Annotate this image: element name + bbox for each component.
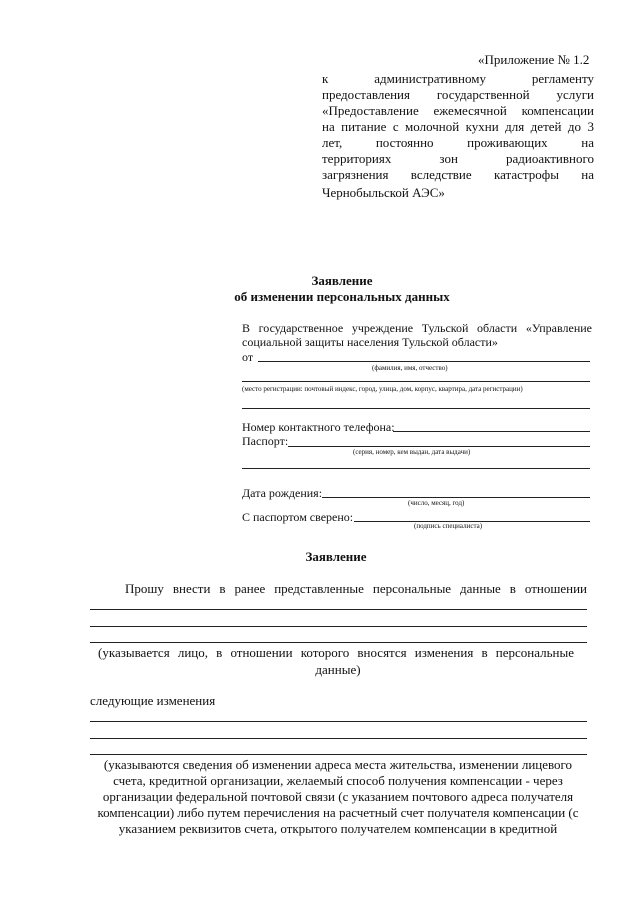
person-hint: (указывается лицо, в отношении которого вносятся изменения в персональные: [98, 645, 574, 660]
addressee-line: социальной защиты населения Тульской области»: [242, 335, 498, 349]
appendix-line: загрязнения вследствие катастрофы на: [322, 167, 594, 182]
appendix-line: предоставления государственной услуги: [322, 87, 594, 102]
document-subtitle: об изменении персональных данных: [234, 289, 450, 304]
birth-date-field[interactable]: [322, 497, 590, 498]
person-hint-continued: данные): [315, 662, 361, 677]
changes-hint: счета, кредитной организации, желаемый способ получения компенсации - через: [113, 773, 563, 788]
addressee-line: В государственное учреждение Тульской области «Управление: [242, 321, 592, 335]
changes-field-line-2[interactable]: [90, 738, 587, 739]
changes-field-line-3[interactable]: [90, 754, 587, 755]
fio-field[interactable]: [258, 361, 590, 362]
appendix-line: территориях зон радиоактивного: [322, 151, 594, 166]
appendix-line: «Предоставление ежемесячной компенсации: [322, 103, 594, 118]
from-label: от: [242, 350, 254, 364]
document-title: Заявление: [311, 273, 373, 288]
statement-title: Заявление: [305, 549, 367, 564]
passport-field-line-2[interactable]: [242, 468, 590, 469]
person-field-line-2[interactable]: [90, 626, 587, 627]
appendix-title: «Приложение № 1.2: [478, 52, 590, 67]
appendix-line: на питание с молочной кухни для детей до 3: [322, 119, 594, 134]
changes-label: следующие изменения: [90, 693, 216, 708]
changes-hint: организации федеральной почтовой связи (с указанием почтового адреса получателя: [102, 789, 574, 804]
changes-field[interactable]: [90, 721, 587, 722]
fio-hint: (фамилия, имя, отчество): [372, 364, 448, 372]
birth-date-label: Дата рождения:: [242, 486, 323, 500]
registration-field-line-2[interactable]: [242, 408, 590, 409]
appendix-line: к административному регламенту: [322, 71, 594, 86]
changes-hint: (указываются сведения об изменении адреса места жительства, изменении лицевого: [103, 757, 573, 772]
appendix-line: лет, постоянно проживающих на: [322, 135, 594, 150]
phone-label: Номер контактного телефона:: [242, 420, 395, 434]
passport-label: Паспорт:: [242, 434, 289, 448]
changes-hint: указанием реквизитов счета, открытого получателем компенсации в кредитной: [118, 821, 558, 836]
registration-hint: (место регистрации: почтовый индекс, город, улица, дом, корпус, квартира, дата регистрации): [242, 385, 523, 393]
person-field-line-3[interactable]: [90, 642, 587, 643]
changes-hint: компенсации) либо путем перечисления на расчетный счет получателя компенсации (с: [97, 805, 579, 820]
passport-field[interactable]: [288, 446, 590, 447]
phone-field[interactable]: [393, 431, 590, 432]
statement-request: Прошу внести в ранее представленные персональные данные в отношении: [125, 581, 587, 596]
appendix-line: Чернобыльской АЭС»: [322, 185, 445, 200]
person-field[interactable]: [90, 609, 587, 610]
passport-hint: (серия, номер, кем выдан, дата выдачи): [353, 448, 471, 456]
birth-date-hint: (число, месяц, год): [408, 499, 465, 507]
registration-field[interactable]: [242, 381, 590, 382]
passport-checked-label: С паспортом сверено:: [242, 510, 354, 524]
signature-hint: (подпись специалиста): [414, 522, 483, 530]
